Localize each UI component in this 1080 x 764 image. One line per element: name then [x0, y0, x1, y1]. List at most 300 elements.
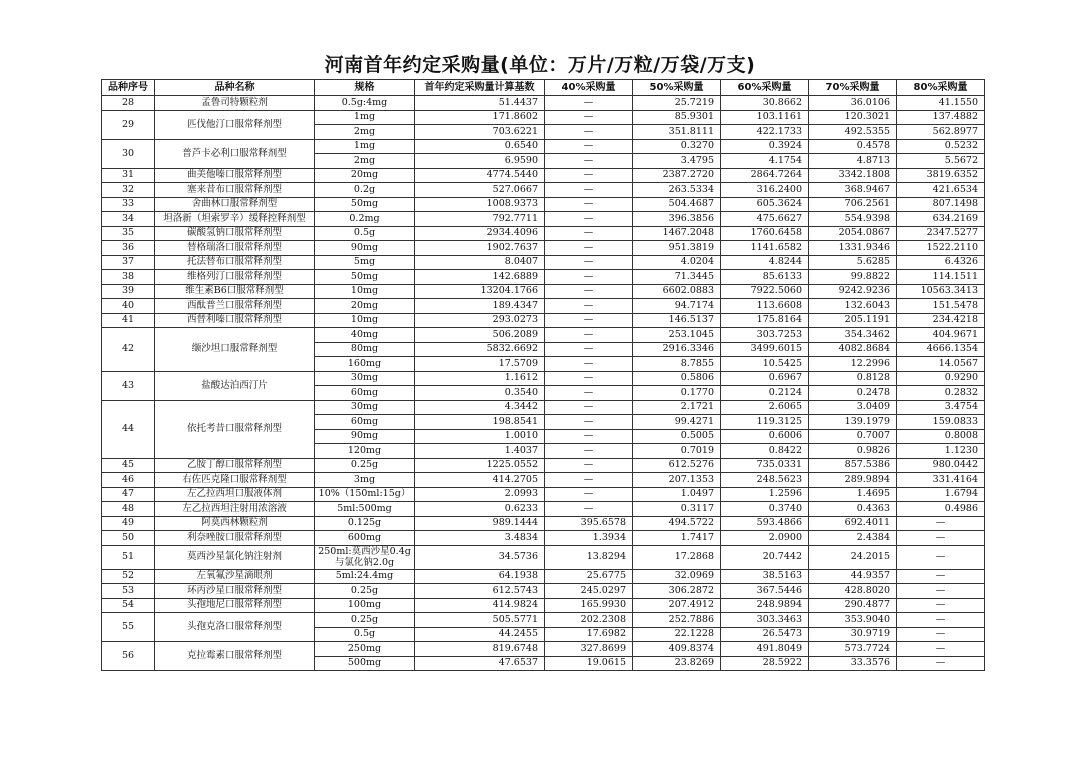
cell-p50: 25.7219: [633, 96, 721, 111]
cell-p50: 22.1228: [633, 627, 721, 642]
cell-base: 0.6233: [415, 502, 545, 517]
cell-p80: 1522.2110: [897, 241, 985, 256]
cell-base: 293.0273: [415, 313, 545, 328]
cell-spec: 500mg: [315, 656, 415, 671]
cell-p50: 3.4795: [633, 154, 721, 169]
cell-spec: 50mg: [315, 270, 415, 285]
cell-p80: —: [897, 545, 985, 569]
cell-base: 414.2705: [415, 473, 545, 488]
cell-base: 819.6748: [415, 642, 545, 657]
cell-p50: 71.3445: [633, 270, 721, 285]
cell-p70: 1.4695: [809, 487, 897, 502]
cell-p70: 289.9894: [809, 473, 897, 488]
cell-item-name: 西替利嗪口服常释剂型: [155, 313, 315, 328]
cell-p80: 331.4164: [897, 473, 985, 488]
cell-p80: 1.1230: [897, 444, 985, 459]
cell-spec: 120mg: [315, 444, 415, 459]
header-name: 品种名称: [155, 80, 315, 96]
cell-item-name: 左乙拉西坦口服液体剂: [155, 487, 315, 502]
cell-p40: —: [545, 313, 633, 328]
cell-p60: 30.8662: [721, 96, 809, 111]
cell-item-no: 33: [102, 197, 155, 212]
table-row: [102, 371, 985, 386]
cell-p60: 303.7253: [721, 328, 809, 343]
cell-p60: 2864.7264: [721, 168, 809, 183]
cell-p40: —: [545, 444, 633, 459]
cell-p60: 1.2596: [721, 487, 809, 502]
header-50: 50%采购量: [633, 80, 721, 96]
cell-p80: 0.5232: [897, 139, 985, 154]
cell-base: 47.6537: [415, 656, 545, 671]
cell-p70: 33.3576: [809, 656, 897, 671]
table-row: [102, 183, 985, 198]
table-row: [102, 642, 985, 657]
cell-p50: 263.5334: [633, 183, 721, 198]
cell-base: 5832.6692: [415, 342, 545, 357]
cell-item-no: 55: [102, 613, 155, 642]
cell-p40: 327.8699: [545, 642, 633, 657]
cell-item-no: 32: [102, 183, 155, 198]
cell-p70: 5.6285: [809, 255, 897, 270]
cell-spec: 250ml:莫西沙星0.4g与氯化钠2.0g: [315, 545, 415, 569]
cell-p40: —: [545, 168, 633, 183]
cell-base: 1225.0552: [415, 458, 545, 473]
cell-spec: 1mg: [315, 139, 415, 154]
cell-item-no: 37: [102, 255, 155, 270]
cell-p70: 290.4877: [809, 598, 897, 613]
cell-item-no: 36: [102, 241, 155, 256]
cell-p70: 354.3462: [809, 328, 897, 343]
cell-item-name: 克拉霉素口服常释剂型: [155, 642, 315, 671]
cell-base: 4774.5440: [415, 168, 545, 183]
cell-base: 1.0010: [415, 429, 545, 444]
cell-p40: —: [545, 299, 633, 314]
cell-p50: 146.5137: [633, 313, 721, 328]
cell-p80: 404.9671: [897, 328, 985, 343]
cell-p40: —: [545, 226, 633, 241]
cell-p70: 573.7724: [809, 642, 897, 657]
table-row: [102, 96, 985, 111]
cell-item-no: 43: [102, 371, 155, 400]
cell-item-name: 坦洛新（坦索罗辛）缓释控释剂型: [155, 212, 315, 227]
cell-p50: 0.3270: [633, 139, 721, 154]
cell-p50: 409.8374: [633, 642, 721, 657]
cell-item-name: 乙胺丁醇口服常释剂型: [155, 458, 315, 473]
cell-p50: 0.7019: [633, 444, 721, 459]
cell-p80: 14.0567: [897, 357, 985, 372]
cell-p80: 2347.5277: [897, 226, 985, 241]
cell-spec: 1mg: [315, 110, 415, 125]
cell-p70: 706.2561: [809, 197, 897, 212]
cell-p60: 422.1733: [721, 125, 809, 140]
cell-p80: —: [897, 656, 985, 671]
cell-base: 142.6889: [415, 270, 545, 285]
cell-item-name: 莫西沙星氯化钠注射剂: [155, 545, 315, 569]
cell-p40: —: [545, 429, 633, 444]
cell-p40: 1.3934: [545, 531, 633, 546]
cell-p70: 2.4384: [809, 531, 897, 546]
table-row: [102, 255, 985, 270]
cell-p50: 23.8269: [633, 656, 721, 671]
cell-p40: —: [545, 255, 633, 270]
cell-p80: —: [897, 516, 985, 531]
table-row: [102, 241, 985, 256]
cell-p60: 2.6065: [721, 400, 809, 415]
cell-p40: —: [545, 154, 633, 169]
cell-p50: 99.4271: [633, 415, 721, 430]
cell-base: 703.6221: [415, 125, 545, 140]
cell-p40: —: [545, 125, 633, 140]
cell-base: 198.8541: [415, 415, 545, 430]
cell-base: 1008.9373: [415, 197, 545, 212]
table-row: [102, 270, 985, 285]
cell-base: 505.5771: [415, 613, 545, 628]
cell-item-no: 45: [102, 458, 155, 473]
cell-item-no: 40: [102, 299, 155, 314]
cell-item-no: 56: [102, 642, 155, 671]
document-title: 河南首年约定采购量(单位：万片/万粒/万袋/万支): [324, 54, 756, 76]
cell-item-no: 38: [102, 270, 155, 285]
cell-base: 0.6540: [415, 139, 545, 154]
cell-p80: 137.4882: [897, 110, 985, 125]
cell-p40: 245.0297: [545, 584, 633, 599]
cell-p60: 175.8164: [721, 313, 809, 328]
cell-p60: 1760.6458: [721, 226, 809, 241]
cell-p40: —: [545, 502, 633, 517]
cell-item-no: 50: [102, 531, 155, 546]
cell-base: 2.0993: [415, 487, 545, 502]
cell-p80: 980.0442: [897, 458, 985, 473]
cell-base: 51.4437: [415, 96, 545, 111]
cell-p60: 0.8422: [721, 444, 809, 459]
cell-p40: 19.0615: [545, 656, 633, 671]
cell-spec: 2mg: [315, 125, 415, 140]
header-70: 70%采购量: [809, 80, 897, 96]
cell-p70: 4082.8684: [809, 342, 897, 357]
cell-p50: 1.7417: [633, 531, 721, 546]
cell-item-name: 头孢地尼口服常释剂型: [155, 598, 315, 613]
table-row: [102, 328, 985, 343]
cell-p70: 353.9040: [809, 613, 897, 628]
cell-p50: 1467.2048: [633, 226, 721, 241]
cell-p80: 114.1511: [897, 270, 985, 285]
cell-item-name: 曲美他嗪口服常释剂型: [155, 168, 315, 183]
cell-p40: —: [545, 183, 633, 198]
cell-p80: 1.6794: [897, 487, 985, 502]
cell-p60: 103.1161: [721, 110, 809, 125]
cell-p70: 44.9357: [809, 569, 897, 584]
cell-p70: 132.6043: [809, 299, 897, 314]
cell-item-name: 维生素B6口服常释剂型: [155, 284, 315, 299]
cell-base: 3.4834: [415, 531, 545, 546]
cell-spec: 0.2g: [315, 183, 415, 198]
cell-spec: 3mg: [315, 473, 415, 488]
cell-p60: 0.6967: [721, 371, 809, 386]
table-row: [102, 313, 985, 328]
cell-spec: 10%（150ml:15g）: [315, 487, 415, 502]
cell-p40: 395.6578: [545, 516, 633, 531]
cell-base: 4.3442: [415, 400, 545, 415]
cell-item-name: 西酞普兰口服常释剂型: [155, 299, 315, 314]
cell-p40: —: [545, 473, 633, 488]
cell-p60: 735.0331: [721, 458, 809, 473]
header-40: 40%采购量: [545, 80, 633, 96]
cell-base: 506.2089: [415, 328, 545, 343]
table-row: [102, 502, 985, 517]
cell-p80: 41.1550: [897, 96, 985, 111]
cell-spec: 0.25g: [315, 613, 415, 628]
cell-p70: 428.8020: [809, 584, 897, 599]
table-row: [102, 487, 985, 502]
cell-p40: 25.6775: [545, 569, 633, 584]
cell-item-no: 31: [102, 168, 155, 183]
table-row: [102, 197, 985, 212]
cell-base: 414.9824: [415, 598, 545, 613]
table-row: [102, 569, 985, 584]
cell-spec: 60mg: [315, 386, 415, 401]
cell-p80: 159.0833: [897, 415, 985, 430]
cell-item-name: 孟鲁司特颗粒剂: [155, 96, 315, 111]
table-row: [102, 168, 985, 183]
header-60: 60%采购量: [721, 80, 809, 96]
cell-p60: 28.5922: [721, 656, 809, 671]
cell-p70: 554.9398: [809, 212, 897, 227]
cell-p80: 0.4986: [897, 502, 985, 517]
table-row: [102, 284, 985, 299]
table-row: [102, 613, 985, 628]
cell-spec: 160mg: [315, 357, 415, 372]
cell-base: 527.0667: [415, 183, 545, 198]
cell-spec: 100mg: [315, 598, 415, 613]
cell-p60: 119.3125: [721, 415, 809, 430]
cell-item-no: 52: [102, 569, 155, 584]
cell-p80: 0.2832: [897, 386, 985, 401]
cell-p50: 0.3117: [633, 502, 721, 517]
cell-spec: 0.25g: [315, 584, 415, 599]
cell-p40: 13.8294: [545, 545, 633, 569]
cell-item-name: 依托考昔口服常释剂型: [155, 400, 315, 458]
cell-item-no: 39: [102, 284, 155, 299]
cell-p40: —: [545, 270, 633, 285]
cell-p70: 0.9826: [809, 444, 897, 459]
cell-p50: 8.7855: [633, 357, 721, 372]
cell-p50: 2.1721: [633, 400, 721, 415]
cell-item-name: 匹伐他汀口服常释剂型: [155, 110, 315, 139]
cell-p80: 3.4754: [897, 400, 985, 415]
cell-item-no: 28: [102, 96, 155, 111]
cell-p40: 17.6982: [545, 627, 633, 642]
cell-item-name: 盐酸达泊西汀片: [155, 371, 315, 400]
cell-p40: —: [545, 487, 633, 502]
table-body: [102, 96, 985, 671]
cell-p80: 5.5672: [897, 154, 985, 169]
cell-item-name: 碳酸氢钠口服常释剂型: [155, 226, 315, 241]
cell-p60: 20.7442: [721, 545, 809, 569]
cell-p70: 0.2478: [809, 386, 897, 401]
cell-base: 612.5743: [415, 584, 545, 599]
cell-item-name: 塞来昔布口服常释剂型: [155, 183, 315, 198]
cell-p80: —: [897, 598, 985, 613]
cell-item-name: 左乙拉西坦注射用浓溶液: [155, 502, 315, 517]
cell-item-no: 46: [102, 473, 155, 488]
cell-p50: 253.1045: [633, 328, 721, 343]
cell-item-name: 舍曲林口服常释剂型: [155, 197, 315, 212]
cell-p40: —: [545, 415, 633, 430]
cell-p40: —: [545, 400, 633, 415]
cell-p60: 491.8049: [721, 642, 809, 657]
cell-p70: 205.1191: [809, 313, 897, 328]
cell-item-name: 环丙沙星口服常释剂型: [155, 584, 315, 599]
cell-p60: 367.5446: [721, 584, 809, 599]
cell-p80: 807.1498: [897, 197, 985, 212]
cell-p40: —: [545, 342, 633, 357]
cell-p60: 113.6608: [721, 299, 809, 314]
cell-base: 0.3540: [415, 386, 545, 401]
cell-spec: 30mg: [315, 400, 415, 415]
cell-p50: 1.0497: [633, 487, 721, 502]
cell-p70: 3342.1808: [809, 168, 897, 183]
cell-p70: 492.5355: [809, 125, 897, 140]
cell-spec: 5ml:24.4mg: [315, 569, 415, 584]
cell-spec: 20mg: [315, 168, 415, 183]
cell-spec: 0.125g: [315, 516, 415, 531]
table-row: [102, 545, 985, 569]
cell-spec: 250mg: [315, 642, 415, 657]
cell-p50: 396.3856: [633, 212, 721, 227]
cell-p50: 2916.3346: [633, 342, 721, 357]
cell-base: 64.1938: [415, 569, 545, 584]
cell-p40: —: [545, 241, 633, 256]
cell-p60: 1141.6582: [721, 241, 809, 256]
header-80: 80%采购量: [897, 80, 985, 96]
cell-p40: —: [545, 371, 633, 386]
cell-p70: 9242.9236: [809, 284, 897, 299]
cell-p40: 202.2308: [545, 613, 633, 628]
cell-p60: 3499.6015: [721, 342, 809, 357]
cell-p60: 26.5473: [721, 627, 809, 642]
cell-spec: 30mg: [315, 371, 415, 386]
cell-p80: 3819.6352: [897, 168, 985, 183]
cell-p70: 3.0409: [809, 400, 897, 415]
cell-item-no: 51: [102, 545, 155, 569]
cell-p50: 252.7886: [633, 613, 721, 628]
table-row: [102, 584, 985, 599]
cell-spec: 0.5g:4mg: [315, 96, 415, 111]
cell-item-no: 41: [102, 313, 155, 328]
cell-p70: 0.4578: [809, 139, 897, 154]
table-row: [102, 473, 985, 488]
cell-p60: 4.8244: [721, 255, 809, 270]
cell-item-no: 30: [102, 139, 155, 168]
cell-item-name: 头孢克洛口服常释剂型: [155, 613, 315, 642]
procurement-table: [101, 79, 985, 671]
cell-p70: 857.5386: [809, 458, 897, 473]
cell-p50: 306.2872: [633, 584, 721, 599]
cell-p70: 99.8822: [809, 270, 897, 285]
cell-p40: —: [545, 284, 633, 299]
table-row: [102, 400, 985, 415]
cell-p50: 207.4912: [633, 598, 721, 613]
cell-p70: 692.4011: [809, 516, 897, 531]
cell-p80: —: [897, 627, 985, 642]
cell-spec: 60mg: [315, 415, 415, 430]
cell-item-name: 阿莫西林颗粒剂: [155, 516, 315, 531]
cell-p80: —: [897, 642, 985, 657]
cell-item-no: 54: [102, 598, 155, 613]
cell-spec: 50mg: [315, 197, 415, 212]
cell-p40: —: [545, 212, 633, 227]
header-spec: 规格: [315, 80, 415, 96]
cell-base: 1.4037: [415, 444, 545, 459]
cell-p80: —: [897, 584, 985, 599]
cell-p80: 562.8977: [897, 125, 985, 140]
table-row: [102, 531, 985, 546]
table-row: [102, 110, 985, 125]
cell-base: 1902.7637: [415, 241, 545, 256]
header-no: 品种序号: [102, 80, 155, 96]
cell-p40: 165.9930: [545, 598, 633, 613]
cell-p50: 0.1770: [633, 386, 721, 401]
cell-p50: 0.5005: [633, 429, 721, 444]
cell-p60: 0.2124: [721, 386, 809, 401]
cell-item-name: 替格瑞洛口服常释剂型: [155, 241, 315, 256]
cell-p50: 494.5722: [633, 516, 721, 531]
cell-p80: 421.6534: [897, 183, 985, 198]
cell-item-no: 35: [102, 226, 155, 241]
cell-item-no: 42: [102, 328, 155, 372]
cell-p80: 0.8008: [897, 429, 985, 444]
cell-spec: 2mg: [315, 154, 415, 169]
cell-p80: —: [897, 531, 985, 546]
cell-p40: —: [545, 139, 633, 154]
cell-spec: 5ml:500mg: [315, 502, 415, 517]
cell-p70: 120.3021: [809, 110, 897, 125]
cell-p80: 10563.3413: [897, 284, 985, 299]
cell-spec: 80mg: [315, 342, 415, 357]
cell-p60: 0.6006: [721, 429, 809, 444]
table-row: [102, 458, 985, 473]
cell-p50: 2387.2720: [633, 168, 721, 183]
cell-p40: —: [545, 96, 633, 111]
cell-p50: 351.8111: [633, 125, 721, 140]
table-row: [102, 598, 985, 613]
cell-p60: 248.5623: [721, 473, 809, 488]
cell-p70: 2054.0867: [809, 226, 897, 241]
cell-base: 792.7711: [415, 212, 545, 227]
cell-p50: 6602.0883: [633, 284, 721, 299]
cell-p40: —: [545, 386, 633, 401]
cell-item-name: 托法替布口服常释剂型: [155, 255, 315, 270]
cell-p70: 0.7007: [809, 429, 897, 444]
cell-spec: 0.5g: [315, 226, 415, 241]
cell-p70: 0.8128: [809, 371, 897, 386]
cell-p80: —: [897, 569, 985, 584]
cell-p50: 4.0204: [633, 255, 721, 270]
cell-p60: 2.0900: [721, 531, 809, 546]
cell-p50: 17.2868: [633, 545, 721, 569]
cell-p60: 38.5163: [721, 569, 809, 584]
cell-spec: 20mg: [315, 299, 415, 314]
cell-base: 44.2455: [415, 627, 545, 642]
cell-item-no: 48: [102, 502, 155, 517]
table-header-row: [102, 80, 985, 96]
cell-spec: 10mg: [315, 313, 415, 328]
cell-p50: 207.1353: [633, 473, 721, 488]
table-row: [102, 516, 985, 531]
cell-item-no: 29: [102, 110, 155, 139]
cell-spec: 90mg: [315, 241, 415, 256]
cell-item-name: 利奈唑胺口服常释剂型: [155, 531, 315, 546]
